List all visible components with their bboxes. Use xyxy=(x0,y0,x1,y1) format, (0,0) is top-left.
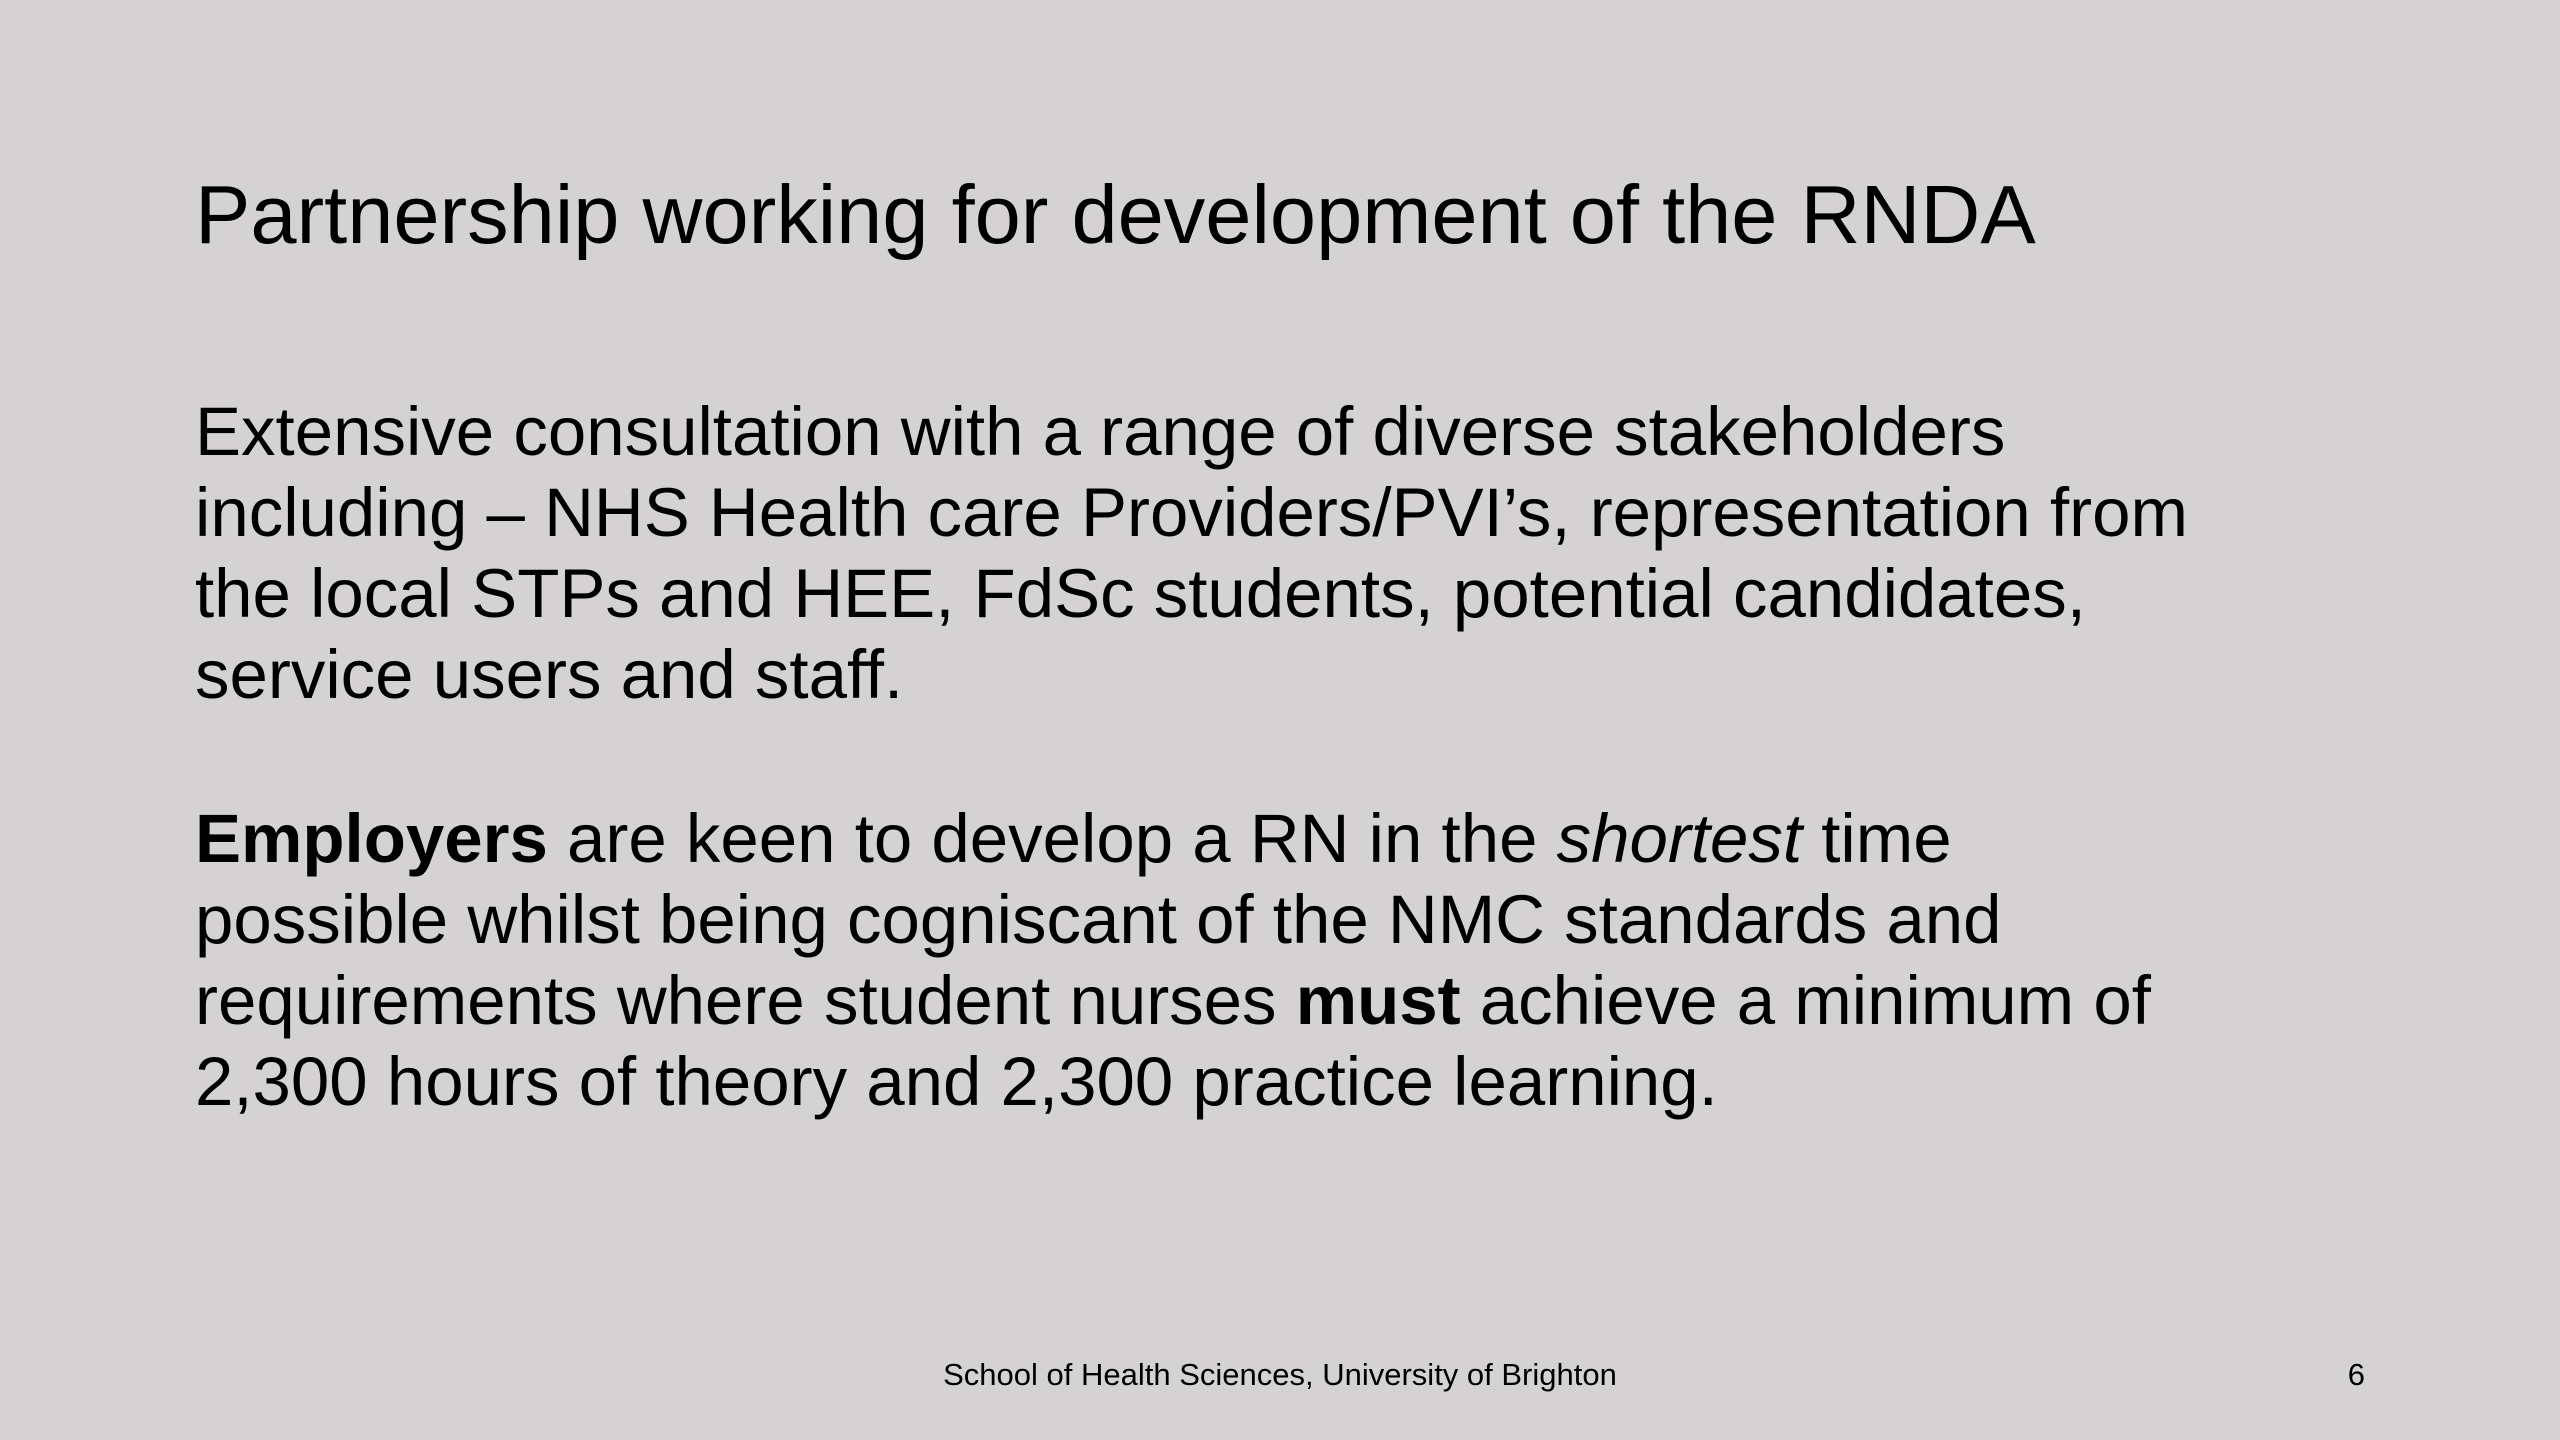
italic-shortest: shortest xyxy=(1556,800,1803,877)
paragraph-line: Extensive consultation with a range of diverse stakeholders xyxy=(195,393,2006,470)
text-segment: are keen to develop a RN in the xyxy=(547,800,1557,877)
bold-must: must xyxy=(1295,962,1461,1039)
paragraph-line: possible whilst being cogniscant of the NMC standards and xyxy=(195,881,2002,958)
paragraph-line xyxy=(195,798,2435,879)
footer-institution: School of Health Sciences, University of Brighton xyxy=(943,1357,1617,1392)
text-segment: achieve a minimum of xyxy=(1460,962,2151,1039)
paragraph-line: including – NHS Health care Providers/PVI’s, representation from xyxy=(195,474,2188,551)
slide-title: Partnership working for development of the RNDA xyxy=(195,168,2036,261)
paragraph-line: 2,300 hours of theory and 2,300 practice learning. xyxy=(195,1043,1718,1120)
paragraph-line: service users and staff. xyxy=(195,636,904,713)
text-segment: requirements where student nurses xyxy=(195,962,1296,1039)
consultation-paragraph xyxy=(195,391,2435,715)
employers-paragraph xyxy=(195,798,2435,1122)
page-number: 6 xyxy=(2347,1357,2365,1392)
paragraph-line xyxy=(195,960,2435,1041)
bold-employers: Employers xyxy=(195,800,548,877)
text-segment: time xyxy=(1802,800,1952,877)
paragraph-line: the local STPs and HEE, FdSc students, potential candidates, xyxy=(195,555,2086,632)
